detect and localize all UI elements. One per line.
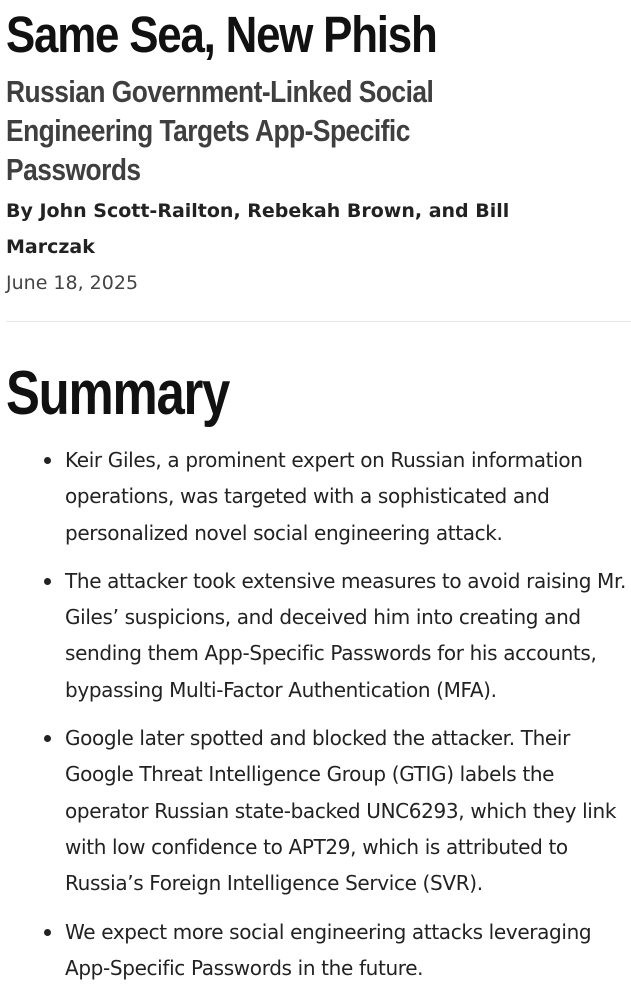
section-divider [6, 321, 631, 322]
bullet-icon [44, 457, 51, 464]
summary-list [0, 442, 631, 998]
article-subtitle: Russian Government-Linked Social Engineering Targets App-Specific Passwords [6, 74, 434, 187]
bullet-icon [44, 929, 51, 936]
summary-item-text: Google later spotted and blocked the attacker. Their Google Threat Intelligence Group (GTIG) labels the operator Russian state-backed UNC6293, which they link with low confidence to APT29, which is attributed to Russia’s Foreign Intelligence Service (SVR). [65, 726, 617, 896]
article-byline: By John Scott-Railton, Rebekah Brown, and Bill Marczak [6, 200, 510, 258]
bullet-icon [44, 578, 51, 585]
article-date: June 18, 2025 [6, 272, 139, 294]
bullet-icon [44, 735, 51, 742]
summary-item-text: Keir Giles, a prominent expert on Russian information operations, was targeted with a sophisticated and personalized novel social engineering attack. [65, 448, 583, 545]
summary-item [0, 442, 631, 551]
summary-item-text: We expect more social engineering attacks leveraging App-Specific Passwords in the future. [65, 919, 592, 980]
summary-heading: Summary [6, 359, 230, 428]
summary-item [0, 563, 631, 708]
summary-item-text: The attacker took extensive measures to avoid raising Mr. Giles’ suspicions, and deceived him into creating and sending them App-Specific Passwords for his accounts, bypassing Multi-Factor Authentication (MFA). [65, 568, 627, 702]
article-header [6, 0, 631, 301]
summary-item [0, 720, 631, 901]
article-title: Same Sea, New Phish [6, 6, 437, 63]
summary-item [0, 914, 631, 987]
